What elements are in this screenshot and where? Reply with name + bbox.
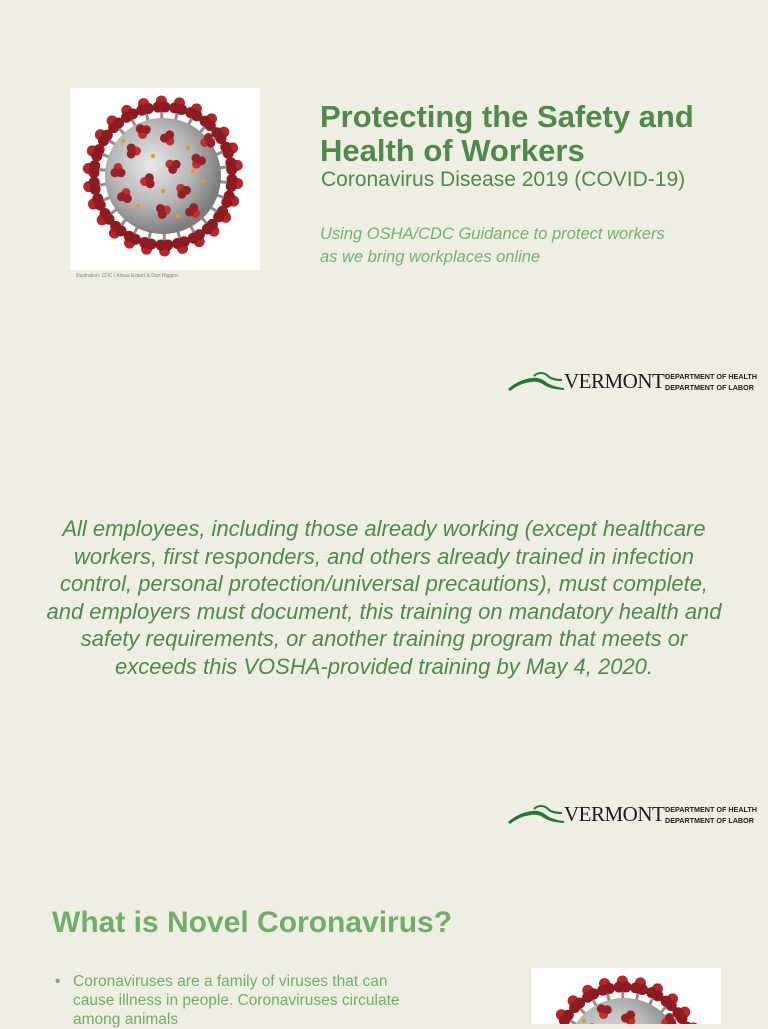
department-labor: DEPARTMENT OF LABOR [665, 382, 757, 393]
vermont-wordmark: VERMONT [564, 802, 664, 827]
guidance-note: Using OSHA/CDC Guidance to protect workers as we bring workplaces online [320, 223, 680, 269]
presentation-title: Protecting the Safety and Health of Workers [320, 100, 750, 168]
virus-graphic [544, 976, 704, 1024]
vermont-logo [508, 368, 758, 392]
department-health: DEPARTMENT OF HEALTH [665, 371, 757, 382]
department-health: DEPARTMENT OF HEALTH [665, 804, 757, 815]
training-requirement-statement: All employees, including those already working (except healthcare workers, first responders, and others already trained in infection control, personal protection/universal precautions), must complete, and employers must document, this training on mandatory health and safety requirements, or another training program that meets or exceeds this VOSHA-provided training by May 4, 2020. [40, 515, 728, 681]
section-heading: What is Novel Coronavirus? [52, 906, 452, 940]
presentation-subtitle: Coronavirus Disease 2019 (COVID-19) [321, 168, 685, 192]
department-names [665, 371, 757, 393]
bullet-item: • Coronaviruses are a family of viruses that can cause illness in people. Coronaviruses circulate among animals [52, 972, 412, 1029]
vermont-mountain-icon [508, 370, 566, 392]
coronavirus-illustration [531, 968, 721, 1024]
vermont-mountain-icon [508, 803, 566, 825]
department-names [665, 804, 757, 826]
vermont-logo [508, 801, 758, 825]
virus-graphic [83, 96, 243, 257]
department-labor: DEPARTMENT OF LABOR [665, 815, 757, 826]
illustration-credit: Illustration: CDC / Alissa Eckert & Dan Higgins [76, 273, 179, 279]
coronavirus-illustration [70, 88, 260, 270]
bullet-list [52, 972, 412, 1029]
vermont-wordmark: VERMONT [564, 369, 664, 394]
